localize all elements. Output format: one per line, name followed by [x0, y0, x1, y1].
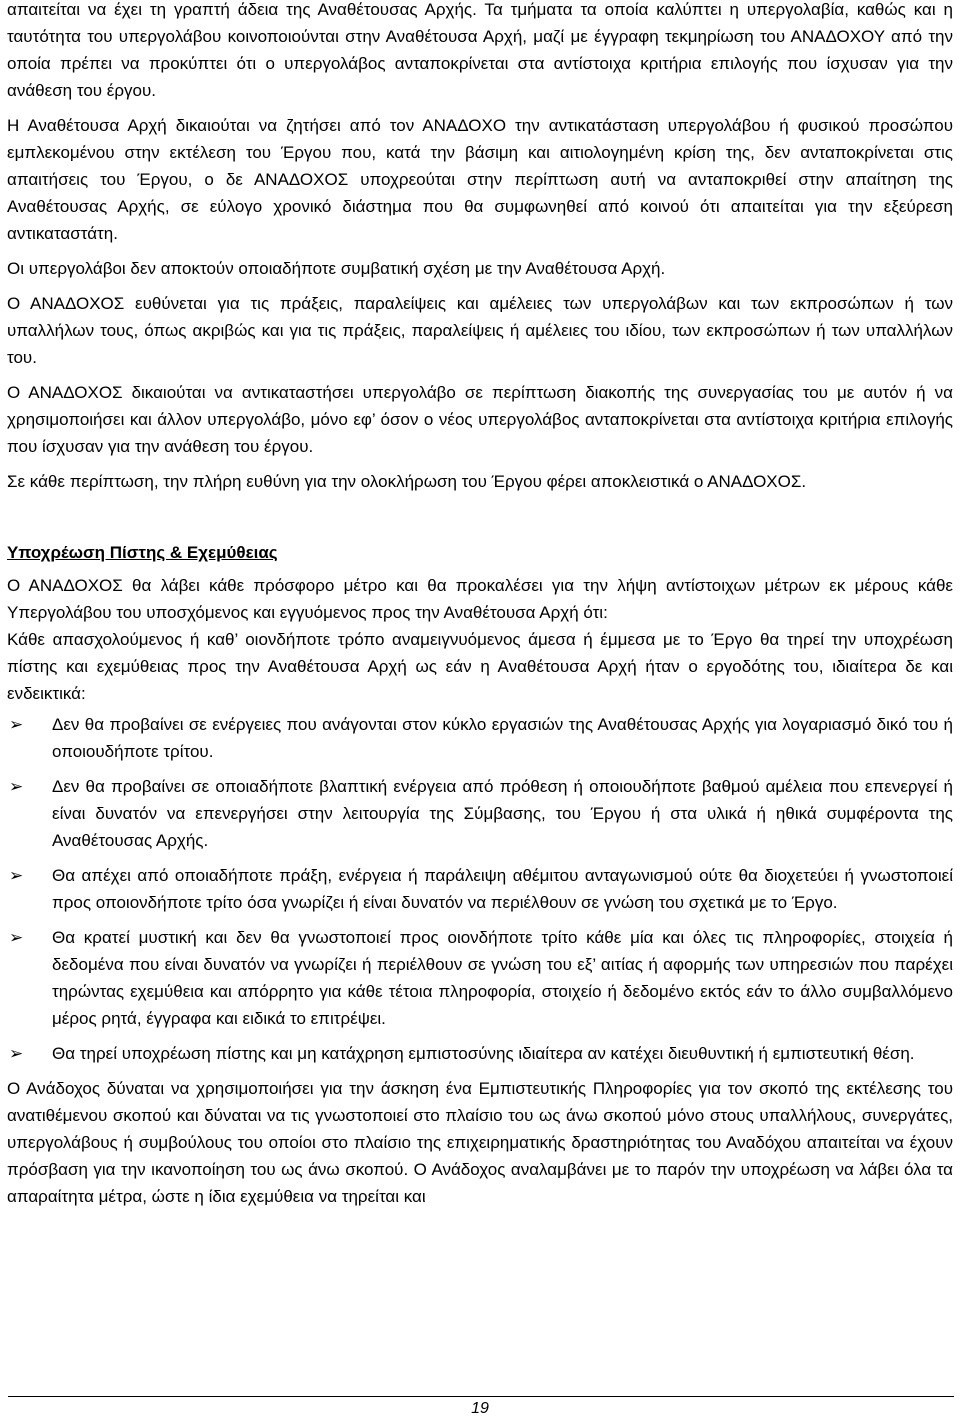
paragraph-replace-subcontractor: Ο ΑΝΑΔΟΧΟΣ δικαιούται να αντικαταστήσει υπεργολάβο σε περίπτωση διακοπής της συνεργασίας του με αυτόν ή να χρησιμοποιήσει και άλλον υπεργολάβο, μόνο εφ’ όσον ο νέος υπεργολάβος ανταποκρίνεται στα αντίστοιχα κριτήρια επιλογής που ίσχυσαν για την ανάθεση του έργου.: [7, 383, 953, 456]
list-item-text: Δεν θα προβαίνει σε ενέργειες που ανάγονται στον κύκλο εργασιών της Αναθέτουσας Αρχής για λογαριασμό δικό του ή οποιουδήποτε τρίτου.: [52, 715, 953, 761]
list-item-text: Δεν θα προβαίνει σε οποιαδήποτε βλαπτική ενέργεια από πρόθεση ή οποιουδήποτε βαθμού αμέλεια που επενεργεί ή είναι δυνατόν να επενεργήσει στην λειτουργία της Σύμβασης, του Έργου ή στα υλικά ή ηθικά συμφέροντα της Αναθέτουσας Αρχής.: [52, 777, 953, 850]
list-item: [7, 924, 953, 1032]
arrow-bullet-icon: ➢: [9, 866, 24, 885]
section-intro-2: Κάθε απασχολούμενος ή καθ’ οιονδήποτε τρόπο αναμειγνυόμενος άμεσα ή έμμεσα με το Έργο θα τηρεί την υποχρέωση πίστης και εχεμύθειας προς την Αναθέτουσα Αρχή ως εάν η Αναθέτουσα Αρχή ήταν ο εργοδότης του, ιδιαίτερα δε και ενδεικτικά:: [7, 630, 953, 703]
list-item-text: Θα κρατεί μυστική και δεν θα γνωστοποιεί προς οιονδήποτε τρίτο κάθε μία και όλες τις πληροφορίες, στοιχεία ή δεδομένα που είναι δυνατόν να γνωρίζει ή περιέλθουν σε γνώση του εξ’ αιτίας ή αφορμής των υπηρεσιών που παρέχει τηρώντας εχεμύθεια και απόρρητο για κάθε τέτοια πληροφορία, στοιχείο ή δεδομένο εκτός εάν το άλλο συμβαλλόμενο μέρος ρητά, έγγραφα και ειδικά το επιτρέψει.: [52, 928, 953, 1028]
list-item: [7, 711, 953, 765]
paragraph-no-contractual-relation: Οι υπεργολάβοι δεν αποκτούν οποιαδήποτε συμβατική σχέση με την Αναθέτουσα Αρχή.: [7, 259, 666, 278]
page-content: [7, 0, 953, 1210]
paragraph-full-responsibility: Σε κάθε περίπτωση, την πλήρη ευθύνη για την ολοκλήρωση του Έργου φέρει αποκλειστικά ο ΑΝΑΔΟΧΟΣ.: [7, 472, 807, 491]
arrow-bullet-icon: ➢: [9, 1044, 24, 1063]
list-item: [7, 773, 953, 854]
arrow-bullet-icon: ➢: [9, 928, 24, 947]
paragraph-subcontracting-approval: απαιτείται να έχει τη γραπτή άδεια της Αναθέτουσας Αρχής. Τα τμήματα τα οποία καλύπτει η υπεργολαβία, καθώς και η ταυτότητα του υπεργολάβου κοινοποιούνται στην Αναθέτουσα Αρχή, μαζί με έγγραφη τεκμηρίωση του ΑΝΑΔΟΧΟΥ από την οποία πρέπει να προκύπτει ότι ο υπεργολάβος ανταποκρίνεται στα αντίστοιχα κριτήρια επιλογής που ίσχυσαν για την ανάθεση του έργου.: [7, 0, 953, 100]
list-item-text: Θα απέχει από οποιαδήποτε πράξη, ενέργεια ή παράλειψη αθέμιτου ανταγωνισμού ούτε θα διοχετεύει ή γνωστοποιεί προς οποιονδήποτε τρίτο όσα γνωρίζει ή είναι δυνατόν να περιέλθουν σε γνώση του σχετικά με το Έργο.: [52, 866, 953, 912]
section-intro-1: Ο ΑΝΑΔΟΧΟΣ θα λάβει κάθε πρόσφορο μέτρο και θα προκαλέσει για την λήψη αντίστοιχων μέτρων εκ μέρους κάθε Υπεργολάβου του υποσχόμενος και εγγυόμενος προς την Αναθέτουσα Αρχή ότι:: [7, 576, 953, 622]
section-heading: Υποχρέωση Πίστης & Εχεμύθειας: [7, 543, 278, 562]
paragraph-confidential-information: Ο Ανάδοχος δύναται να χρησιμοποιήσει για την άσκηση ένα Εμπιστευτικής Πληροφορίες για τον σκοπό της εκτέλεσης του ανατιθέμενου σκοπού και δύναται να τις γνωστοποιεί στο πλαίσιο του ως άνω σκοπού μόνο στους υπαλλήλους, συνεργάτες, υπεργολάβους ή συμβούλους του οποίοι στο πλαίσιο της επιχειρηματικής δραστηριότητας του Αναδόχου απαιτείται να έχουν πρόσβαση για την ικανοποίηση του ως άνω σκοπού. Ο Ανάδοχος αναλαμβάνει με το παρόν την υποχρέωση να λάβει όλα τα απαραίτητα μέτρα, ώστε η ίδια εχεμύθεια να τηρείται και: [7, 1079, 953, 1206]
arrow-bullet-icon: ➢: [9, 715, 24, 734]
paragraph-liability: Ο ΑΝΑΔΟΧΟΣ ευθύνεται για τις πράξεις, παραλείψεις και αμέλειες των υπεργολάβων και των εκπροσώπων ή των υπαλλήλων τους, όπως ακριβώς και για τις πράξεις, παραλείψεις ή αμέλειες του ιδίου, των εκπροσώπων ή των υπαλλήλων του.: [7, 294, 953, 367]
obligations-list: [7, 711, 953, 1067]
arrow-bullet-icon: ➢: [9, 777, 24, 796]
list-item: [7, 1040, 953, 1067]
page-number: 19: [471, 1400, 489, 1417]
paragraph-replacement-request: Η Αναθέτουσα Αρχή δικαιούται να ζητήσει από τον ΑΝΑΔΟΧΟ την αντικατάσταση υπεργολάβου ή φυσικού προσώπου εμπλεκομένου στην εκτέλεση του Έργου που, κατά την βάσιμη και αιτιολογημένη κρίση της, δεν ανταποκρίνεται στις απαιτήσεις του Έργου, ο δε ΑΝΑΔΟΧΟΣ υποχρεούται στην περίπτωση αυτή να ανταποκριθεί στην απαίτηση της Αναθέτουσας Αρχής, σε εύλογο χρονικό διάστημα που θα συμφωνηθεί από κοινού ότι απαιτείται για την εξεύρεση αντικαταστάτη.: [7, 116, 953, 243]
list-item-text: Θα τηρεί υποχρέωση πίστης και μη κατάχρηση εμπιστοσύνης ιδιαίτερα αν κατέχει διευθυντική ή εμπιστευτική θέση.: [52, 1044, 915, 1063]
list-item: [7, 862, 953, 916]
footer-divider: [8, 1396, 954, 1397]
